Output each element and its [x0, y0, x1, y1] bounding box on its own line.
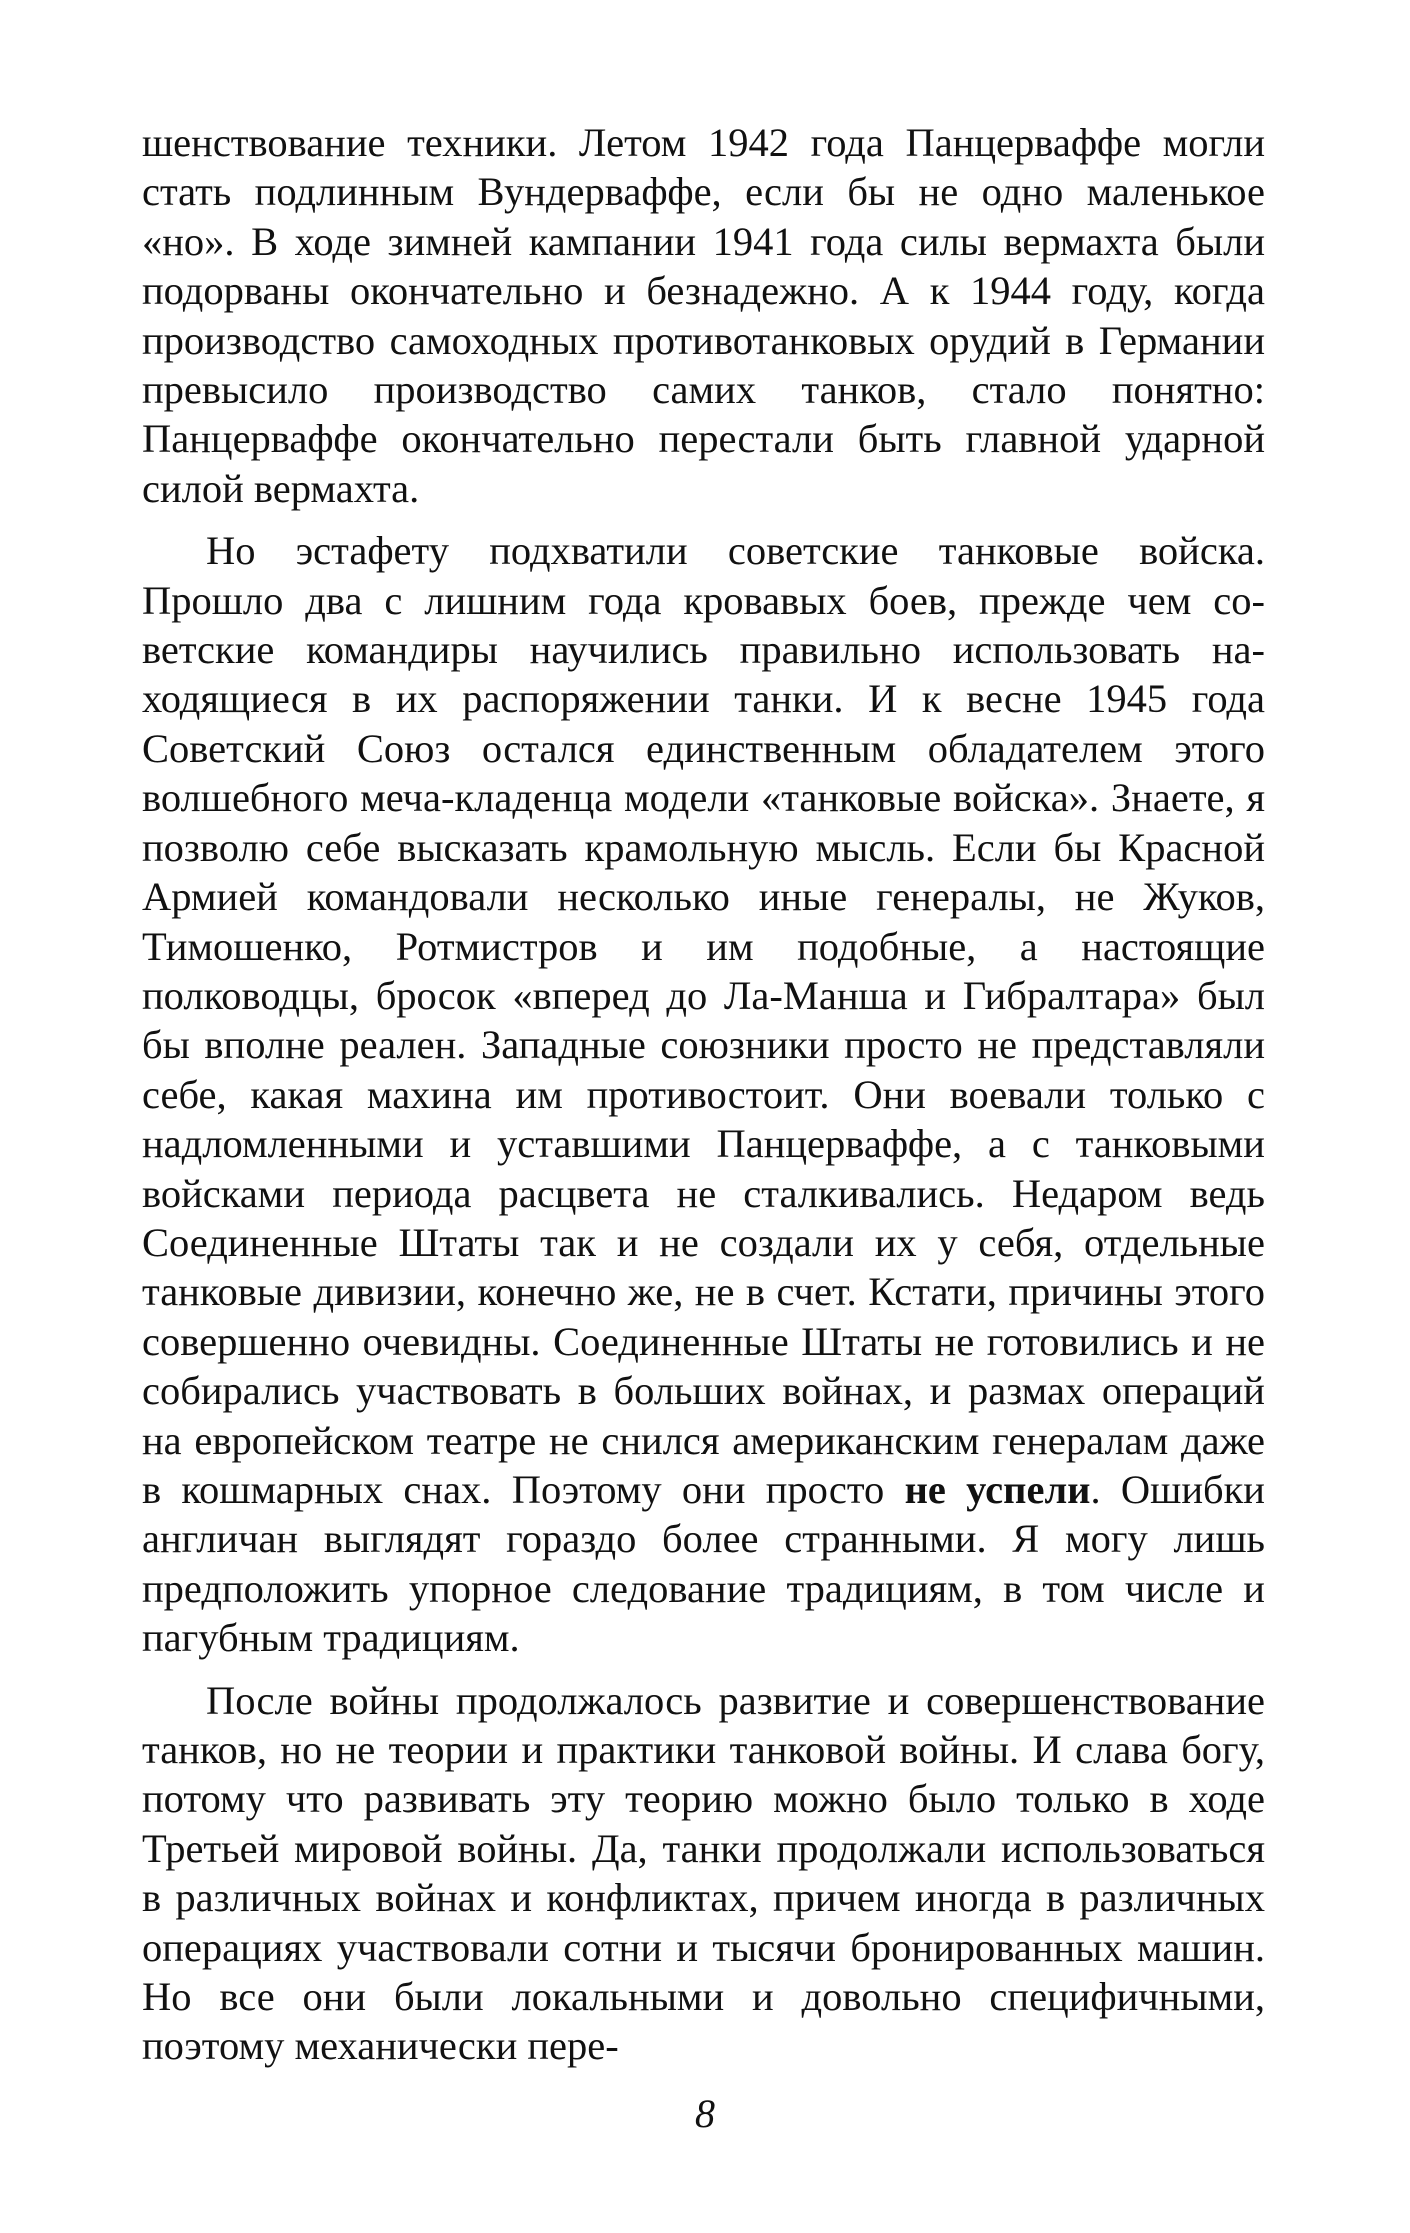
paragraph-1: шенствование техники. Летом 1942 года Панцерваффе могли стать подлинным Вундерваффе, если бы не одно маленькое «но». В ходе зимней кампании 1941 года силы вермахта были подорваны окончательно и безнадежно. А к 1944 году, когда производство самоходных противотанковых орудий в Германии превысило производство самих танков, стало понятно: Панцерваффе окончательно перестали быть главной ударной силой вермахта. — [142, 120, 1265, 511]
page-number: 8 — [695, 2091, 715, 2136]
paragraph-2-text-end: . Ошибки англичан выглядят гораздо более странными. Я могу лишь предположить упорное следование традициям, в том числе и пагубным традициям. — [142, 1466, 1265, 1661]
paragraph-2-text-start: Но эстафету подхватили советские танковые войска. Прошло два с лишним года кровавых боев, прежде чем советские командиры научились правильно использовать находящиеся в их распоряжении танки. И к весне 1945 года Советский Союз остался единственным обладателем этого волшебного меча-кладенца модели «танковые войска». Знаете, я позволю себе высказать крамольную мысль. Если бы Красной Армией командовали несколько иные генералы, не Жуков, Тимошенко, Ротмистров и им подобные, а настоящие полководцы, бросок «вперед до Ла-Манша и Гибралтара» был бы вполне реален. Западные союзники просто не представляли себе, какая махина им противостоит. Они воевали только с надломленными и уставшими Панцерваффе, а с танковыми войсками периода расцвета не сталкивались. Недаром ведь Соединенные Штаты так и не создали их у себя, отдельные танковые дивизии, конечно же, не в счет. Кстати, причины этого совершенно очевидны. Соединенные Штаты не готовились и не собирались участвовать в больших войнах, и размах операций на европейском театре не снился американским генералам даже в кошмарных снах. Поэтому они просто — [142, 528, 1265, 1512]
page-text-body — [142, 118, 1265, 2071]
paragraph-2-bold-phrase: не успели — [904, 1466, 1091, 1512]
paragraph-3: После войны продолжалось развитие и совершенствование танков, но не теории и практики танковой войны. И слава богу, потому что развивать эту теорию можно было только в ходе Третьей мировой войны. Да, танки продолжали использоваться в различных войнах и конфликтах, причем иногда в различных операциях участвовали сотни и тысячи бронированных машин. Но все они были локальными и довольно специфичными, поэтому механически пере- — [142, 1677, 1265, 2069]
paragraph-2 — [142, 526, 1265, 1662]
